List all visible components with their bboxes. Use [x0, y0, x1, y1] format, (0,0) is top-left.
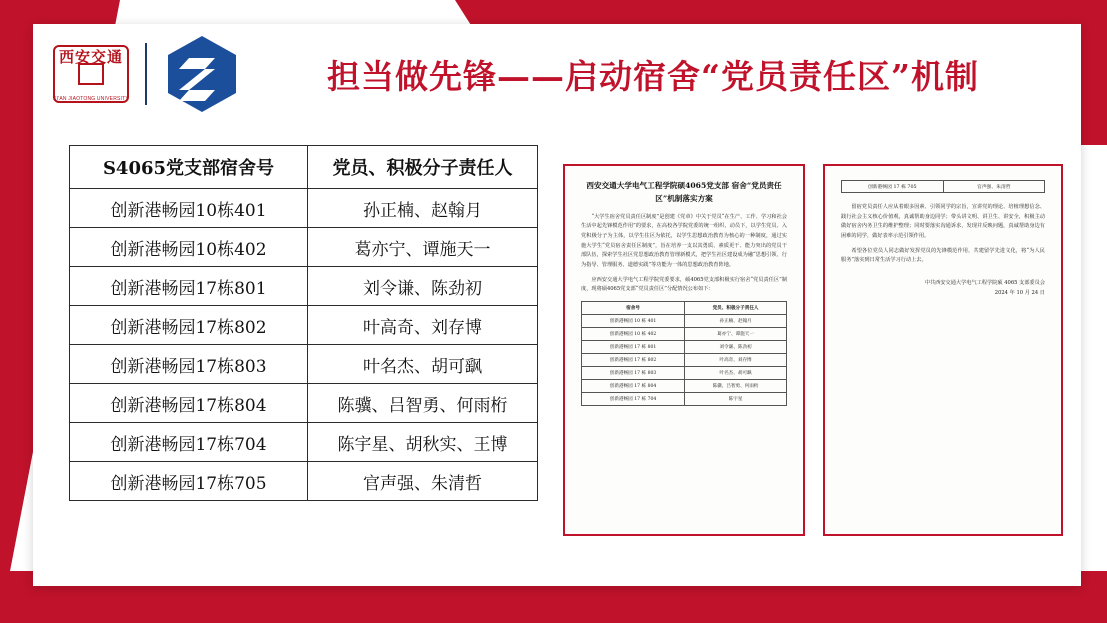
- table-row: [70, 384, 538, 423]
- document-table-continued-row: [841, 180, 1045, 193]
- page-title: 担当做先锋——启动宿舍“党员责任区”机制: [327, 56, 979, 96]
- document-images: [563, 164, 1063, 536]
- document-table-row: [582, 366, 787, 379]
- document-table-cell: 葛亦宁、谭施天一: [685, 327, 787, 340]
- document-table-row: [582, 327, 787, 340]
- table-cell-dorm: 创新港畅园17栋804: [70, 384, 308, 423]
- table-cell-person: 叶名杰、胡可飖: [308, 345, 538, 384]
- document-table-cell: 创新港畅园 17 栋 801: [582, 340, 685, 353]
- content-card: [33, 24, 1081, 586]
- document-table-cell: 创新港畅园 17 栋 802: [582, 353, 685, 366]
- table-row: [70, 189, 538, 228]
- document-table-row: [582, 314, 787, 327]
- table-row: [70, 423, 538, 462]
- document-table-cell: 陈骥、吕智勇、何雨桁: [685, 379, 787, 392]
- document-page-2: [823, 164, 1063, 536]
- hexagon-logo-icon: [165, 34, 239, 114]
- table-header-cell: S4065党支部宿舍号: [70, 146, 308, 189]
- document-paragraph: “大学生宿舍党员责任区制度”是创建《党章》中关于党员“在生产、工作、学习和社会生活中起先锋模范作用”的要求，在高校各学院党委的统一组织、动员下，以学生党员、入党积极分子为主体，以学生住区为依托，以学生思想政治教育为核心的一种制度，通过实施大学生“党员宿舍责任区制度”，旨在培养一支以其勇质、素质更干、能力突出的党员干部队伍，探索学生社区党思想政治教育管理新模式，把学生社区建设成为融“思想引领、行为指导、管理服务、道德实践”等功能为一体的思想政治教育阵地。: [581, 213, 787, 268]
- document-table-cell: 孙正楠、赵翰月: [685, 314, 787, 327]
- table-cell-dorm: 创新港畅园17栋705: [70, 462, 308, 501]
- document-table-cell: 创新港畅园 17 栋 705: [842, 181, 944, 192]
- document-paragraph: 应西安交通大学电气工程学院党委要求，硕4065党支部积极实行宿舍“党员责任区”制度，现将硕4065党支部“党员责任区”分配情况公布如下：: [581, 276, 787, 293]
- table-cell-person: 葛亦宁、谭施天一: [308, 228, 538, 267]
- document-table-cell: 创新港畅园 17 栋 704: [582, 392, 685, 405]
- table-row: [70, 228, 538, 267]
- table-cell-person: 官声强、朱清哲: [308, 462, 538, 501]
- table-cell-person: 孙正楠、赵翰月: [308, 189, 538, 228]
- document-paragraph: 留宿党员责任人应从着眼多因素、引领同学的宗旨，宣讲党的理论、培植理想信念、践行社会主义核心价值观，真诚帮助身边同学；带头讲文明、讲卫生、讲安全，积极主动做好宿舍内务卫生的维护整理；同时要落实沟通诉求，发现并反映问题，真诚帮助身边有困难的同学，做好表率示范引领作用。: [841, 204, 1045, 239]
- document-signature-date: 2024 年 10 月 24 日: [994, 290, 1045, 297]
- table-row: [70, 462, 538, 501]
- table-cell-person: 陈骥、吕智勇、何雨桁: [308, 384, 538, 423]
- document-table-row: [582, 392, 787, 405]
- document-table-cell: 创新港畅园 10 栋 401: [582, 314, 685, 327]
- document-table-cell: 刘令谦、陈劲初: [685, 340, 787, 353]
- document-table-cell: 官声强、朱清哲: [976, 185, 1011, 190]
- document-table-cell: 创新港畅园 17 栋 803: [582, 366, 685, 379]
- document-table-cell: 陈宇星: [685, 392, 787, 405]
- table-row: [70, 345, 538, 384]
- document-table-header-cell: 党员、积极分子责任人: [685, 301, 787, 314]
- table-cell-dorm: 创新港畅园17栋704: [70, 423, 308, 462]
- table-cell-person: 叶高奇、刘存博: [308, 306, 538, 345]
- document-table-row: [582, 353, 787, 366]
- document-table-cell: 叶名杰、胡可飖: [685, 366, 787, 379]
- document-table-cell: 创新港畅园 10 栋 402: [582, 327, 685, 340]
- university-seal-icon: [47, 43, 135, 105]
- document-title: 西安交通大学电气工程学院硕4065党支部 宿舍“党员责任区”机制落实方案: [586, 181, 782, 203]
- document-paragraph: 希望各位党员人同志做好发挥党员的先锋模范作用，共建留学先进文化，将“为人民服务”落实到日常生活学习行动上去。: [841, 247, 1045, 264]
- document-table-header-cell: 宿舍号: [582, 301, 685, 314]
- document-table-header-row: [582, 301, 787, 314]
- table-cell-dorm: 创新港畅园17栋803: [70, 345, 308, 384]
- document-signature: [841, 278, 1045, 299]
- document-table-row: [582, 340, 787, 353]
- document-table-cell: 叶高奇、刘存博: [685, 353, 787, 366]
- table-cell-dorm: 创新港畅园10栋402: [70, 228, 308, 267]
- document-signature-org: 中共西安交通大学电气工程学院硕 4065 支部委员会: [924, 279, 1045, 286]
- seal-en-text: XI'AN JIAOTONG UNIVERSITY: [53, 96, 129, 102]
- table-header-cell: 党员、积极分子责任人: [308, 146, 538, 189]
- document-table-cell: 创新港畅园 17 栋 804: [582, 379, 685, 392]
- seal-cn-text: 西安交通: [58, 48, 123, 66]
- document-table: [581, 301, 787, 406]
- table-row: [70, 267, 538, 306]
- table-cell-person: 刘令谦、陈劲初: [308, 267, 538, 306]
- table-row: [70, 306, 538, 345]
- table-cell-dorm: 创新港畅园10栋401: [70, 189, 308, 228]
- header-divider: [145, 43, 147, 105]
- table-cell-person: 陈宇星、胡秋实、王博: [308, 423, 538, 462]
- document-page-1: [563, 164, 805, 536]
- document-table-row: [582, 379, 787, 392]
- slide-header: [33, 24, 1081, 124]
- dorm-responsibility-table: [69, 145, 537, 501]
- table-cell-dorm: 创新港畅园17栋802: [70, 306, 308, 345]
- table-header-row: [70, 146, 538, 189]
- table-cell-dorm: 创新港畅园17栋801: [70, 267, 308, 306]
